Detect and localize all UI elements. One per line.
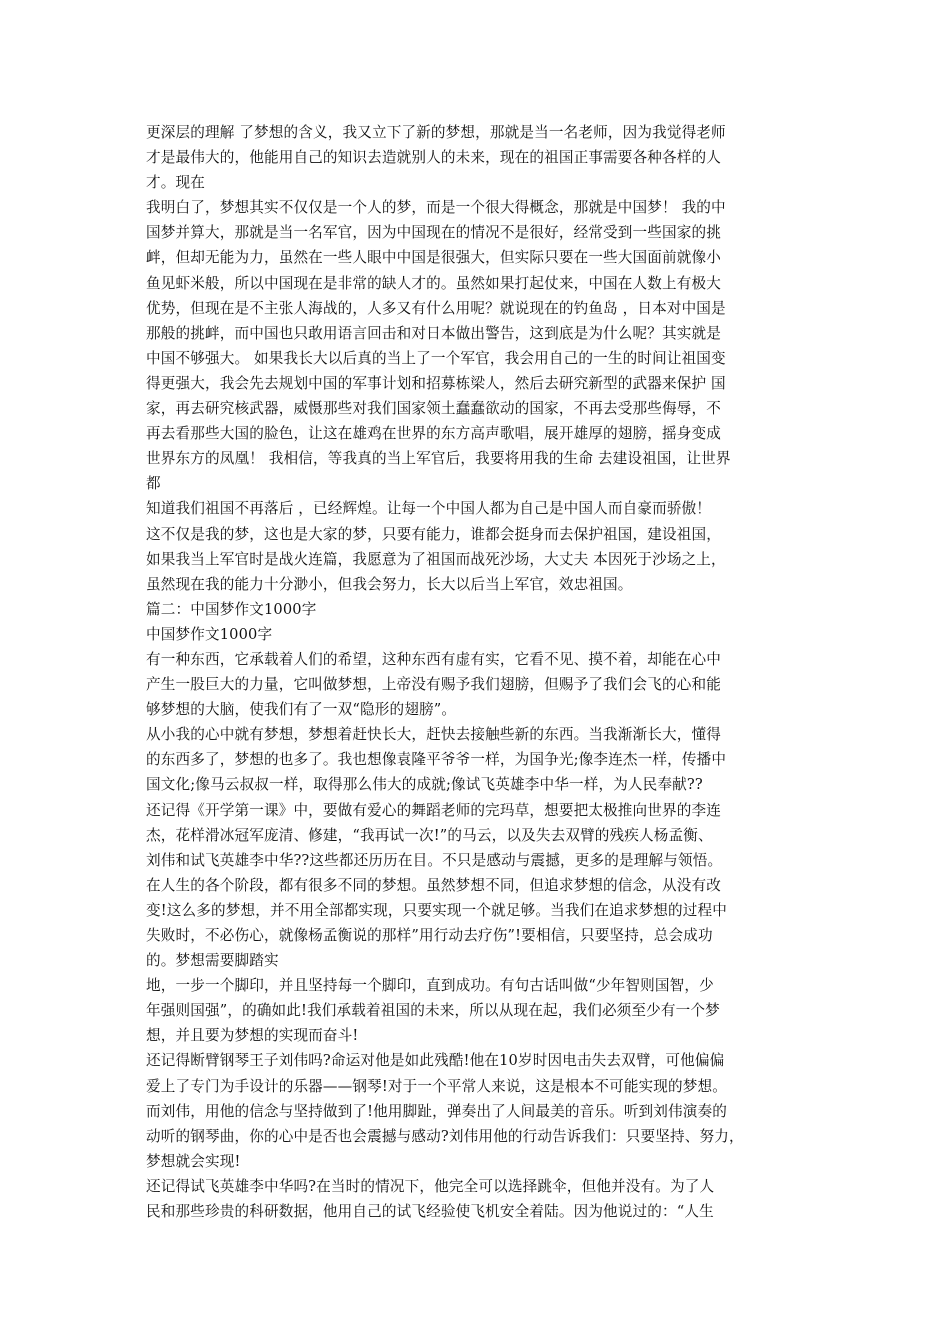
text-line: 这不仅是我的梦，这也是大家的梦，只要有能力，谁都会挺身而去保护祖国，建设祖国， bbox=[146, 525, 722, 543]
text-line: 鱼见虾米般，所以中国现在是非常的缺人才的。虽然如果打起仗来，中国在人数上有极大 bbox=[146, 274, 722, 292]
text-line: 刘伟和试飞英雄李中华??这些都还历历在目。不只是感动与震撼，更多的是理解与领悟。 bbox=[146, 851, 723, 869]
text-line: 更深层的理解 了梦想的含义，我又立下了新的梦想，那就是当一名老师，因为我觉得老师 bbox=[146, 124, 726, 141]
text-line: 国梦并算大，那就是当一名军官，因为中国现在的情况不是很好，经常受到一些国家的挑 bbox=[146, 224, 722, 242]
text-line: 再去看那些大国的脸色，让这在雄鸡在世界的东方高声歌唱，展开雄厚的翅膀，摇身变成 bbox=[146, 425, 722, 443]
text-line: 在人生的各个阶段，都有很多不同的梦想。虽然梦想不同，但追求梦想的信念，从没有改 bbox=[146, 876, 722, 894]
text-line: 产生一股巨大的力量，它叫做梦想，上帝没有赐予我们翅膀，但赐予了我们会飞的心和能 bbox=[146, 676, 722, 694]
text-line: 失败时，不必伤心，就像杨孟衡说的那样”用行动去疗伤”!要相信，只要坚持，总会成功 bbox=[146, 927, 713, 944]
document-body bbox=[146, 120, 818, 1224]
text-line: 那般的挑衅，而中国也只敢用语言回击和对日本做出警告，这到底是为什么呢？其实就是 bbox=[146, 324, 722, 342]
text-line: 从小我的心中就有梦想，梦想着赶快长大，赶快去接触些新的东西。当我渐渐长大，懂得 bbox=[146, 726, 722, 744]
text-line: 我明白了，梦想其实不仅仅是一个人的梦，而是一个很大得概念，那就是中国梦！ 我的中 bbox=[146, 199, 726, 217]
text-line: 想，并且要为梦想的实现而奋斗! bbox=[146, 1027, 359, 1045]
text-line: 篇二：中国梦作文1000字 bbox=[146, 600, 317, 618]
text-line: 虽然现在我的能力十分渺小，但我会努力，长大以后当上军官，效忠祖国。 bbox=[146, 575, 633, 593]
text-line: 还记得断臂钢琴王子刘伟吗?命运对他是如此残酷!他在10岁时因电击失去双臂，可他偏偏 bbox=[146, 1052, 725, 1070]
text-line: 民和那些珍贵的科研数据，他用自己的试飞经验使飞机安全着陆。因为他说过的：“人生 bbox=[146, 1203, 714, 1221]
text-line: 衅，但却无能为力，虽然在一些人眼中中国是很强大，但实际只要在一些大国面前就像小 bbox=[146, 249, 722, 267]
text-line: 的东西多了，梦想的也多了。我也想像袁隆平爷爷一样，为国争光;像李连杰一样，传播中 bbox=[146, 751, 727, 769]
text-line: 动听的钢琴曲，你的心中是否也会震撼与感动?刘伟用他的行动告诉我们：只要坚持、努力， bbox=[146, 1127, 744, 1145]
text-line: 够梦想的大脑，使我们有了一双“隐形的翅膀”。 bbox=[146, 701, 457, 719]
text-line: 变!这么多的梦想，并不用全部都实现，只要实现一个就足够。当我们在追求梦想的过程中 bbox=[146, 901, 728, 919]
text-line: 中国梦作文1000字 bbox=[146, 625, 273, 643]
text-line: 杰，花样滑冰冠军庞清、修建，“我再试一次!”的马云，以及失去双臂的残疾人杨孟衡、 bbox=[146, 826, 713, 844]
text-line: 才是最伟大的，他能用自己的知识去造就别人的未来，现在的祖国正事需要各种各样的人 bbox=[146, 149, 722, 167]
text-line: 还记得试飞英雄李中华吗?在当时的情况下，他完全可以选择跳伞，但他并没有。为了人 bbox=[146, 1177, 715, 1195]
text-line: 的。梦想需要脚踏实 bbox=[146, 952, 279, 970]
text-line: 都 bbox=[146, 475, 161, 493]
text-line: 家，再去研究核武器，威慑那些对我们国家领土蠢蠢欲动的国家，不再去受那些侮辱，不 bbox=[146, 400, 722, 418]
text-line: 爱上了专门为手设计的乐器——钢琴!对于一个平常人来说，这是根本不可能实现的梦想。 bbox=[146, 1077, 728, 1095]
text-line: 知道我们祖国不再落后 ，已经辉煌。让每一个中国人都为自己是中国人而自豪而骄傲！ bbox=[146, 500, 712, 518]
text-line: 而刘伟，用他的信念与坚持做到了!他用脚趾，弹奏出了人间最美的音乐。听到刘伟演奏的 bbox=[146, 1102, 728, 1120]
text-line: 世界东方的凤凰！ 我相信，等我真的当上军官后，我要将用我的生命 去建设祖国，让世界 bbox=[146, 450, 731, 468]
text-line: 得更强大，我会先去规划中国的军事计划和招募栋梁人，然后去研究新型的武器来保护 国 bbox=[146, 374, 726, 392]
text-line: 才。现在 bbox=[146, 174, 205, 192]
text-line: 如果我当上军官时是战火连篇，我愿意为了祖国而战死沙场，大丈夫 本因死于沙场之上， bbox=[146, 550, 726, 568]
text-line: 梦想就会实现! bbox=[146, 1152, 241, 1170]
text-line: 中国不够强大。 如果我长大以后真的当上了一个军官，我会用自己的一生的时间让祖国变 bbox=[146, 349, 726, 367]
text-line: 地，一步一个脚印，并且坚持每一个脚印，直到成功。有句古话叫做“少年智则国智，少 bbox=[146, 977, 714, 995]
text-line: 有一种东西，它承载着人们的希望，这种东西有虚有实，它看不见、摸不着，却能在心中 bbox=[146, 650, 722, 668]
text-line: 年强则国强”，的确如此!我们承载着祖国的未来，所以从现在起，我们必须至少有一个梦 bbox=[146, 1002, 720, 1020]
text-line: 优势，但现在是不主张人海战的，人多又有什么用呢？就说现在的钓鱼岛 ，日本对中国是 bbox=[146, 299, 726, 317]
text-line: 还记得《开学第一课》中，要做有爱心的舞蹈老师的完玛草，想要把太极推向世界的李连 bbox=[146, 801, 722, 819]
text-line: 国文化;像马云叔叔一样，取得那么伟大的成就;像试飞英雄李中华一样，为人民奉献?? bbox=[146, 776, 703, 794]
